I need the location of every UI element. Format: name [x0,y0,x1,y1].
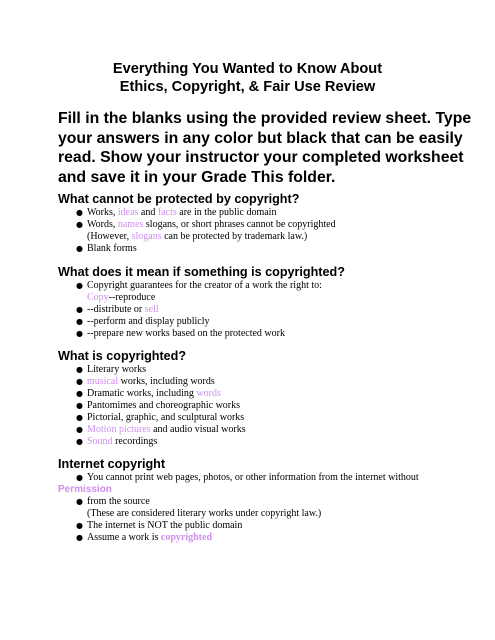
bullet-icon: ● [76,305,83,314]
answer-ideas: ideas [117,207,139,218]
bullet-icon: ● [76,365,83,374]
list-item: --prepare new works based on the protected work [87,328,285,339]
bullet-icon: ● [76,377,83,386]
item-text: Dramatic works, including [87,388,197,399]
item-text: and [138,207,158,218]
answer-motion-pictures: Motion pictures [87,424,151,435]
bullet-icon: ● [76,521,83,530]
item-text: can be protected by trademark law.) [161,231,308,242]
bullet-icon: ● [76,437,83,446]
bullet-icon: ● [76,533,83,542]
item-text: and audio visual works [150,424,246,435]
bullet-icon: ● [76,389,83,398]
list-item [87,207,276,219]
answer-permission: Permission [58,484,112,495]
item-text: --reproduce [108,292,156,303]
bullet-icon: ● [76,497,83,506]
answer-facts: facts [157,207,177,218]
bullet-icon: ● [76,208,83,217]
bullet-icon: ● [76,473,83,482]
list-item: Copyright guarantees for the creator of a work the right to: [87,280,322,291]
bullet-icon: ● [76,244,83,253]
answer-sell: sell [144,304,159,315]
list-item: Pantomimes and choreographic works [87,400,241,411]
list-item [87,436,157,448]
list-item: Pictorial, graphic, and sculptural works [87,412,245,423]
list-item: from the source [87,496,150,507]
bullet-icon: ● [76,425,83,434]
bullet-icon: ● [76,317,83,326]
document-title-line-1: Everything You Wanted to Know About [112,61,383,77]
bullet-icon: ● [76,413,83,422]
section-heading-meaning: What does it mean if something is copyrighted? [58,265,345,279]
list-item [87,219,336,231]
section-heading-internet-copyright: Internet copyright [58,457,166,471]
bullet-icon: ● [76,401,83,410]
item-text: Assume a work is [87,532,161,543]
item-text: slogans, or short phrases cannot be copyrighted [143,219,336,230]
list-item [87,376,215,388]
document-title-line-2: Ethics, Copyright, & Fair Use Review [119,79,376,95]
item-text: (However, [87,231,132,242]
answer-copy: Copy [87,292,109,303]
bullet-icon: ● [76,329,83,338]
list-item-continuation: (These are considered literary works under copyright law.) [87,508,322,519]
answer-sound: Sound [87,436,113,447]
list-item-continuation [87,292,155,304]
item-text: Works, [87,207,118,218]
list-item-continuation [87,231,307,243]
answer-words: words [196,388,221,399]
list-item: The internet is NOT the public domain [87,520,243,531]
section-heading-not-protected: What cannot be protected by copyright? [58,192,300,206]
answer-musical: musical [87,376,119,387]
answer-slogans: slogans [131,231,162,242]
item-text: --distribute or [87,304,145,315]
item-text: Words, [87,219,118,230]
item-text: are in the public domain [176,207,277,218]
list-item: You cannot print web pages, photos, or other information from the internet without [87,472,419,483]
instructions-paragraph: Fill in the blanks using the provided review sheet. Type your answers in any color but black that can be easily read. Show your instructor your completed worksheet and save it in your Grade This folder. [58,110,472,186]
bullet-icon: ● [76,281,83,290]
section-heading-what-is-copyrighted: What is copyrighted? [58,349,187,363]
list-item [87,424,246,436]
list-item [87,388,221,400]
list-item: Blank forms [87,243,137,254]
bullet-icon: ● [76,220,83,229]
list-item: Literary works [87,364,147,375]
answer-names: names [117,219,144,230]
list-item [87,304,159,316]
item-text: recordings [112,436,158,447]
list-item [87,532,212,544]
list-item: --perform and display publicly [87,316,210,327]
item-text: works, including words [118,376,215,387]
answer-copyrighted: copyrighted [160,532,212,543]
